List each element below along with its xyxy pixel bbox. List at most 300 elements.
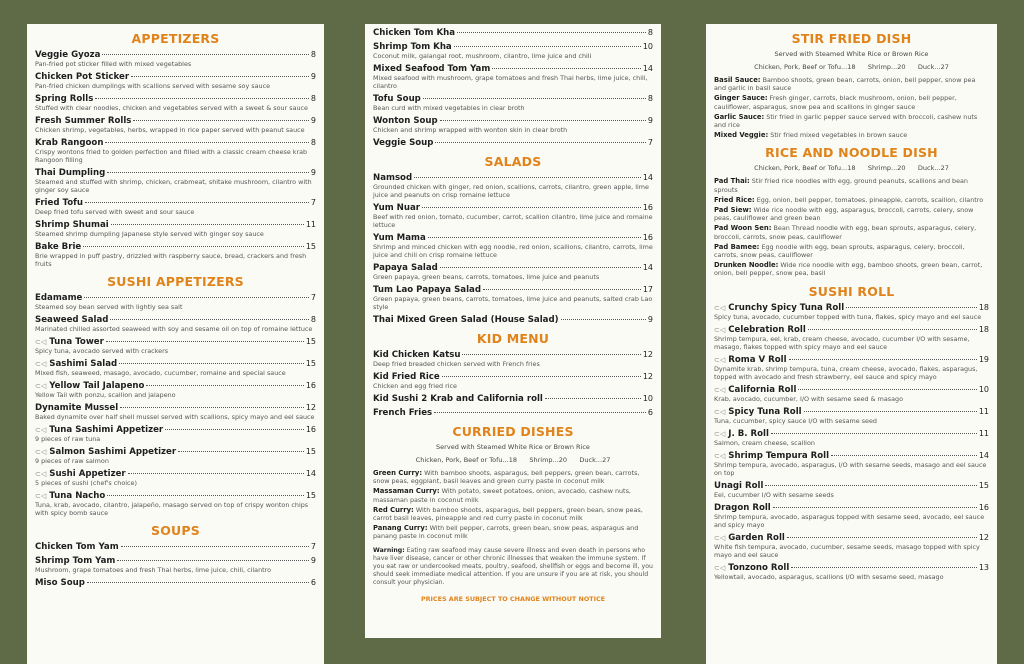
list-salads bbox=[373, 173, 653, 325]
menu-item bbox=[35, 425, 316, 443]
menu-item-price: 7 bbox=[310, 198, 316, 207]
list-soups bbox=[35, 542, 316, 588]
menu-item-name: Wonton Soup bbox=[373, 116, 438, 126]
menu-item-price: 9 bbox=[310, 168, 316, 177]
menu-item-description: Crispy wontons fried to golden perfection and filled with a classic cream cheese krab Rangoon filling bbox=[35, 148, 308, 164]
menu-item-description: Krab, avocado, cucumber, I/O with sesame seed & masago bbox=[714, 394, 903, 403]
menu-item-description: Tuna, cucumber, spicy sauce I/O with sesame seed bbox=[714, 416, 877, 425]
menu-item-name: Crunchy Spicy Tuna Roll bbox=[728, 302, 845, 313]
dot-leader bbox=[440, 120, 646, 121]
menu-item-price: 6 bbox=[310, 578, 316, 587]
dot-leader bbox=[84, 297, 309, 298]
dish-item bbox=[714, 224, 989, 240]
menu-item bbox=[35, 578, 316, 588]
menu-item-name: Yum Nuar bbox=[373, 203, 421, 213]
dot-leader bbox=[107, 495, 304, 496]
warning-label: Warning: bbox=[373, 546, 405, 554]
fish-icon: ⊂◁ bbox=[714, 355, 726, 364]
dot-leader bbox=[422, 207, 641, 208]
fish-icon: ⊂◁ bbox=[35, 448, 47, 456]
menu-item-price: 18 bbox=[978, 324, 989, 334]
menu-item bbox=[35, 403, 316, 421]
dish-description: Fresh ginger, carrots, black mushroom, onion, bell pepper, cauliflower, asparagus, snow pea and scallions in ginger sauce bbox=[714, 94, 957, 111]
dot-leader bbox=[789, 359, 977, 360]
dish-item bbox=[714, 243, 989, 259]
menu-item bbox=[373, 233, 653, 259]
dot-leader bbox=[414, 177, 641, 178]
menu-item bbox=[35, 220, 316, 238]
menu-item-description: 5 pieces of sushi (chef's choice) bbox=[35, 479, 137, 487]
dish-description: With potato, sweet potatoes, onion, avocado, cashew nuts, massaman paste in coconut milk bbox=[373, 487, 631, 504]
menu-item-name: Fresh Summer Rolls bbox=[35, 116, 132, 126]
rice-noodle-options: Chicken, Pork, Beef or Tofu...18 Shrimp...20 Duck...27 bbox=[754, 164, 949, 173]
menu-item-price: 15 bbox=[305, 337, 316, 346]
menu-panel-right bbox=[706, 24, 997, 664]
list-sushi-roll bbox=[714, 303, 989, 581]
menu-item-name: Miso Soup bbox=[35, 578, 85, 588]
dish-item bbox=[373, 469, 653, 485]
menu-item-name: Celebration Roll bbox=[728, 324, 806, 335]
menu-item bbox=[714, 481, 989, 499]
menu-item-description: Tuna, krab, avocado, cilantro, jalapeño, masago served on top of crispy wonton chips with spicy bomb sauce bbox=[35, 501, 309, 517]
menu-item-price: 16 bbox=[305, 425, 316, 434]
menu-item bbox=[373, 28, 653, 38]
dot-leader bbox=[428, 237, 641, 238]
menu-item-price: 15 bbox=[305, 359, 316, 368]
menu-item bbox=[35, 72, 316, 90]
menu-item bbox=[373, 315, 653, 325]
menu-item-price: 15 bbox=[305, 242, 316, 251]
menu-item-description: Baked dynamite over half shell mussel served with scallions, spicy mayo and eel sauce bbox=[35, 413, 315, 421]
dot-leader bbox=[120, 407, 304, 408]
dish-description: Stir fried mixed vegetables in brown sauce bbox=[770, 131, 908, 140]
menu-item-price: 10 bbox=[642, 42, 653, 51]
dot-leader bbox=[831, 455, 977, 456]
dot-leader bbox=[435, 142, 645, 143]
menu-item-price: 12 bbox=[642, 372, 653, 381]
fish-icon: ⊂◁ bbox=[714, 407, 726, 416]
menu-item-description: 9 pieces of raw tuna bbox=[35, 435, 101, 443]
menu-item-name: Tofu Soup bbox=[373, 94, 421, 104]
menu-item-name: Thai Mixed Green Salad (House Salad) bbox=[373, 315, 559, 325]
fish-icon: ⊂◁ bbox=[714, 563, 726, 572]
dot-leader bbox=[846, 307, 977, 308]
menu-item bbox=[373, 372, 653, 390]
dish-item bbox=[714, 76, 989, 92]
menu-item-price: 14 bbox=[642, 263, 653, 272]
menu-item-description: Green papaya, green beans, carrots, tomatoes, lime juice and peanuts, salted crab Lao style bbox=[373, 295, 653, 311]
dot-leader bbox=[798, 389, 976, 390]
dot-leader bbox=[434, 412, 646, 413]
dish-item bbox=[714, 261, 989, 277]
curried-options: Chicken, Pork, Beef or Tofu...18 Shrimp...20 Duck...27 bbox=[415, 456, 611, 464]
menu-item-price: 14 bbox=[978, 450, 989, 460]
dot-leader bbox=[561, 319, 646, 320]
menu-item-name: Shrimp Tempura Roll bbox=[728, 450, 830, 461]
menu-item-description: Pan-fried pot sticker filled with mixed vegetables bbox=[35, 60, 192, 68]
dish-description: Wide rice noodle with egg, asparagus, broccoli, carrots, celery, snow peas, cauliflower and green bean bbox=[714, 206, 974, 223]
fish-icon: ⊂◁ bbox=[35, 492, 47, 500]
dot-leader bbox=[121, 546, 309, 547]
section-title-stir-fried: STIR FRIED DISH bbox=[791, 31, 912, 46]
menu-item-name: Shrimp Tom Yam bbox=[35, 556, 116, 566]
menu-item bbox=[35, 94, 316, 112]
fish-icon: ⊂◁ bbox=[35, 338, 47, 346]
dish-name: Fried Rice: bbox=[714, 195, 755, 204]
menu-item-name: Namsod bbox=[373, 173, 413, 183]
menu-item-name: Spring Rolls bbox=[35, 94, 94, 104]
menu-item bbox=[35, 542, 316, 552]
list-kid-menu bbox=[373, 350, 653, 418]
list-soups-continued bbox=[373, 28, 653, 148]
menu-item bbox=[714, 451, 989, 477]
menu-item-name: J. B. Roll bbox=[728, 428, 769, 439]
dish-item bbox=[373, 487, 653, 503]
menu-item-name: Tonzono Roll bbox=[728, 562, 790, 573]
menu-item-price: 10 bbox=[642, 394, 653, 403]
menu-item-name: Chicken Tom Kha bbox=[373, 28, 456, 38]
menu-item-name: Shrimp Tom Kha bbox=[373, 42, 452, 52]
dot-leader bbox=[131, 76, 309, 77]
menu-item-price: 15 bbox=[305, 447, 316, 456]
dot-leader bbox=[133, 120, 308, 121]
menu-item-price: 10 bbox=[978, 384, 989, 394]
menu-item-price: 12 bbox=[642, 350, 653, 359]
menu-item bbox=[373, 408, 653, 418]
dish-description: With bamboo shoots, asparagus, bell peppers, green bean, snow peas, carrot basil leaves, pineapple and red curry paste in coconut milk bbox=[373, 505, 643, 523]
dot-leader bbox=[771, 433, 977, 434]
menu-item bbox=[714, 385, 989, 403]
menu-item-description: Shrimp tempura, avocado, asparagus topped with sesame seed, avocado, eel sauce and spicy mayo bbox=[714, 512, 985, 529]
menu-item-name: Kid Fried Rice bbox=[373, 372, 440, 382]
dot-leader bbox=[492, 68, 641, 69]
menu-item bbox=[35, 359, 316, 377]
section-title-sushi-roll: SUSHI ROLL bbox=[808, 283, 895, 299]
menu-item-price: 9 bbox=[647, 315, 653, 324]
menu-item-description: Yellowtail, avocado, asparagus, scallions I/O with sesame seed, masago bbox=[714, 572, 944, 581]
list-rice-noodle bbox=[714, 177, 989, 277]
menu-item-description: Salmon, cream cheese, scallion bbox=[714, 438, 815, 447]
curried-subtitle: Served with Steamed White Rice or Brown Rice bbox=[436, 443, 590, 451]
list-appetizers bbox=[35, 50, 316, 268]
dot-leader bbox=[457, 32, 646, 33]
menu-item-price: 9 bbox=[647, 116, 653, 125]
stir-fried-options: Chicken, Pork, Beef or Tofu...18 Shrimp...20 Duck...27 bbox=[754, 63, 949, 71]
menu-item-name: Kid Chicken Katsu bbox=[373, 350, 461, 360]
section-title-salads: SALADS bbox=[484, 154, 542, 169]
dish-name: Ginger Sauce: bbox=[714, 94, 768, 103]
menu-item bbox=[35, 337, 316, 355]
menu-item-price: 16 bbox=[642, 203, 653, 212]
menu-panel-left bbox=[27, 24, 324, 664]
dish-name: Pad Thai: bbox=[714, 177, 750, 186]
menu-item-name: California Roll bbox=[728, 384, 797, 395]
menu-item-price: 16 bbox=[978, 502, 989, 512]
menu-item-name: Dragon Roll bbox=[714, 502, 771, 513]
dish-description: Wide rice noodle with egg, bamboo shoots, green bean, carrot, onion, bell pepper, snow pea, basil bbox=[714, 261, 983, 278]
menu-item bbox=[35, 138, 316, 164]
menu-item-price: 17 bbox=[642, 285, 653, 294]
menu-item-name: Edamame bbox=[35, 293, 83, 303]
menu-item-description: Dynamite krab, shrimp tempura, tuna, cream cheese, avocado, flakes, asparagus, topped with avocado and fresh strawberry, eel sauce and spicy mayo bbox=[714, 364, 978, 381]
dish-name: Drunken Noodle: bbox=[714, 261, 779, 270]
menu-item-name: Spicy Tuna Roll bbox=[728, 406, 802, 417]
menu-item-description: Beef with red onion, tomato, cucumber, carrot, scallion cilantro, lime juice and romaine lettuce bbox=[373, 213, 653, 229]
menu-item-price: 8 bbox=[647, 28, 653, 37]
dish-item bbox=[714, 206, 989, 222]
menu-item bbox=[373, 173, 653, 199]
menu-item-price: 12 bbox=[978, 532, 989, 542]
menu-item-description: Deep fried tofu served with sweet and sour sauce bbox=[35, 208, 195, 216]
menu-item-description: Steamed soy bean served with lightly sea salt bbox=[35, 303, 183, 311]
dot-leader bbox=[808, 329, 977, 330]
menu-item-name: Salmon Sashimi Appetizer bbox=[49, 447, 177, 457]
menu-item bbox=[714, 407, 989, 425]
menu-item bbox=[35, 447, 316, 465]
menu-item-name: Kid Sushi 2 Krab and California roll bbox=[373, 394, 543, 404]
dot-leader bbox=[440, 267, 641, 268]
menu-item bbox=[714, 303, 989, 321]
menu-item-description: Spicy tuna, avocado served with crackers bbox=[35, 347, 169, 355]
dot-leader bbox=[773, 507, 977, 508]
dish-name: Basil Sauce: bbox=[714, 76, 761, 84]
fish-icon: ⊂◁ bbox=[714, 451, 726, 460]
dot-leader bbox=[178, 451, 304, 452]
menu-item-description: Eel, cucumber I/O with sesame seeds bbox=[714, 490, 834, 499]
menu-item-price: 19 bbox=[978, 354, 989, 364]
menu-item-name: Seaweed Salad bbox=[35, 315, 109, 325]
section-title-curried: CURRIED DISHES bbox=[452, 424, 574, 439]
menu-item bbox=[373, 116, 653, 134]
dish-description: Bamboo shoots, green bean, carrots, onion, bell pepper, snow pea and garlic in basil sauce bbox=[714, 76, 976, 93]
fish-icon: ⊂◁ bbox=[35, 382, 47, 390]
menu-item bbox=[35, 381, 316, 399]
dish-name: Pad Woon Sen: bbox=[714, 224, 772, 233]
menu-item bbox=[714, 429, 989, 447]
dish-item bbox=[714, 196, 989, 204]
menu-item bbox=[373, 285, 653, 311]
menu-item-price: 11 bbox=[305, 220, 316, 229]
menu-item-name: Chicken Pot Sticker bbox=[35, 72, 130, 82]
menu-item-name: French Fries bbox=[373, 408, 433, 418]
dot-leader bbox=[791, 567, 976, 568]
menu-item-price: 12 bbox=[305, 403, 316, 412]
menu-item bbox=[714, 563, 989, 581]
menu-item-price: 8 bbox=[310, 94, 316, 103]
dot-leader bbox=[423, 98, 646, 99]
menu-item-name: Tuna Tower bbox=[49, 337, 104, 347]
menu-item-price: 6 bbox=[647, 408, 653, 417]
menu-item-price: 8 bbox=[310, 315, 316, 324]
menu-item-name: Krab Rangoon bbox=[35, 138, 104, 148]
menu-item-description: Yellow Tail with ponzu, scallion and jalapeno bbox=[35, 391, 176, 399]
menu-item-price: 7 bbox=[310, 293, 316, 302]
menu-item-description: Shrimp tempura, eel, krab, cream cheese, avocado, cucumber I/O with sesame, masago, flakes topped with spicy mayo and eel sauce bbox=[714, 334, 970, 351]
menu-item-name: Dynamite Mussel bbox=[35, 403, 119, 413]
dish-item bbox=[373, 524, 653, 540]
menu-item bbox=[35, 168, 316, 194]
fish-icon: ⊂◁ bbox=[714, 429, 726, 438]
menu-item-description: Chicken and shrimp wrapped with wonton skin in clear broth bbox=[373, 126, 568, 134]
menu-item-description: Stuffed with clear noodles, chicken and vegetables served with a sweet & sour sauce bbox=[35, 104, 308, 112]
dish-description: With bamboo shoots, asparagus, bell peppers, green bean, carrots, snow peas, eggplant, basil leaves and green curry paste in coconut milk bbox=[373, 469, 640, 486]
menu-item-name: Tuna Sashimi Appetizer bbox=[49, 425, 164, 435]
price-notice: PRICES ARE SUBJECT TO CHANGE WITHOUT NOTICE bbox=[420, 594, 606, 603]
dot-leader bbox=[105, 142, 308, 143]
dot-leader bbox=[442, 376, 641, 377]
dish-name: Pad Bamee: bbox=[714, 242, 760, 251]
menu-item-price: 9 bbox=[310, 116, 316, 125]
dish-name: Red Curry: bbox=[373, 505, 414, 514]
dot-leader bbox=[462, 354, 640, 355]
menu-item bbox=[35, 50, 316, 68]
menu-item bbox=[373, 263, 653, 281]
section-title-soups: SOUPS bbox=[151, 523, 200, 538]
menu-item-name: Chicken Tom Yam bbox=[35, 542, 119, 552]
dot-leader bbox=[95, 98, 309, 99]
dot-leader bbox=[110, 319, 308, 320]
dish-name: Pad Siew: bbox=[714, 206, 752, 215]
menu-item-name: Tum Lao Papaya Salad bbox=[373, 285, 481, 295]
dot-leader bbox=[102, 54, 308, 55]
dot-leader bbox=[128, 473, 304, 474]
menu-item-price: 11 bbox=[978, 428, 989, 438]
dot-leader bbox=[117, 560, 309, 561]
dish-description: Stir fried rice noodles with egg, ground peanuts, scallions and bean sprouts bbox=[714, 177, 968, 194]
menu-item-description: Spicy tuna, avocado, cucumber topped with tuna, flakes, spicy mayo and eel sauce bbox=[714, 312, 982, 321]
menu-item bbox=[373, 203, 653, 229]
dot-leader bbox=[804, 411, 977, 412]
menu-item-name: Tuna Nacho bbox=[49, 491, 106, 501]
fish-icon: ⊂◁ bbox=[35, 470, 47, 478]
dish-description: Bean Thread noodle with egg, bean sprouts, asparagus, celery, broccoli, carrots, snow peas, cauliflower bbox=[714, 224, 977, 241]
menu-item-description: Shrimp tempura, avocado, asparagus, I/O with sesame seeds, masago and eel sauce on top bbox=[714, 460, 987, 477]
dot-leader bbox=[787, 537, 977, 538]
menu-item bbox=[35, 491, 316, 517]
menu-item bbox=[373, 64, 653, 90]
menu-item-name: Unagi Roll bbox=[714, 480, 764, 491]
menu-item-name: Sashimi Salad bbox=[49, 359, 118, 369]
fish-icon: ⊂◁ bbox=[714, 385, 726, 394]
menu-item-price: 7 bbox=[310, 542, 316, 551]
dish-description: Stir fried in garlic pepper sauce served with broccoli, cashew nuts and rice bbox=[714, 112, 978, 130]
dish-name: Mixed Veggie: bbox=[714, 131, 769, 140]
dot-leader bbox=[165, 429, 304, 430]
menu-item-description: 9 pieces of raw salmon bbox=[35, 457, 109, 465]
menu-item bbox=[35, 556, 316, 574]
menu-item bbox=[714, 503, 989, 529]
menu-item bbox=[35, 293, 316, 311]
section-title-appetizers: APPETIZERS bbox=[131, 31, 220, 46]
dot-leader bbox=[85, 202, 309, 203]
menu-item-description: Shrimp and minced chicken with egg noodle, red onion, scallions, cilantro, carrots, lime juice and chili on crisp romaine lettuce bbox=[373, 243, 653, 259]
fish-icon: ⊂◁ bbox=[35, 360, 47, 368]
menu-item-price: 14 bbox=[642, 64, 653, 73]
menu-item-description: Chicken shrimp, vegetables, herbs, wrapped in rice paper served with peanut sauce bbox=[35, 126, 305, 134]
menu-item bbox=[373, 138, 653, 148]
menu-item-description: Mushroom, grape tomatoes and fresh Thai herbs, lime juice, chili, cilantro bbox=[35, 566, 272, 574]
dot-leader bbox=[87, 582, 309, 583]
menu-item-price: 16 bbox=[305, 381, 316, 390]
dish-description: Egg, onion, bell pepper, tomatoes, pineapple, carrots, scallion, cilantro bbox=[756, 195, 984, 204]
menu-item-price: 13 bbox=[978, 562, 989, 572]
section-title-kid-menu: KID MENU bbox=[476, 331, 550, 346]
menu-item bbox=[35, 315, 316, 333]
menu-item-price: 18 bbox=[978, 302, 989, 312]
section-title-rice-noodle: RICE AND NOODLE DISH bbox=[765, 145, 938, 161]
menu-item-description: Pan-fried chicken dumplings with scallions served with sesame soy sauce bbox=[35, 82, 271, 90]
menu-item-name: Veggie Soup bbox=[373, 138, 434, 148]
dot-leader bbox=[545, 398, 641, 399]
menu-item-price: 8 bbox=[310, 138, 316, 147]
menu-item bbox=[35, 198, 316, 216]
menu-item-description: Brie wrapped in puff pastry, drizzled with raspberry sauce, bread, crackers and fresh fruits bbox=[35, 252, 307, 268]
menu-item bbox=[373, 350, 653, 368]
menu-item-price: 15 bbox=[978, 480, 989, 490]
dish-description: Egg noodle with egg, bean sprouts, asparagus, celery, broccoli, carrots, snow peas, cauliflower bbox=[714, 242, 965, 260]
menu-item-name: Shrimp Shumai bbox=[35, 220, 109, 230]
menu-item-price: 8 bbox=[310, 50, 316, 59]
dish-name: Garlic Sauce: bbox=[714, 112, 765, 121]
dish-item bbox=[373, 506, 653, 522]
menu-item-price: 9 bbox=[310, 72, 316, 81]
fish-icon: ⊂◁ bbox=[35, 426, 47, 434]
menu-item-name: Garden Roll bbox=[728, 532, 785, 543]
list-curried bbox=[373, 469, 653, 541]
menu-item-name: Thai Dumpling bbox=[35, 168, 106, 178]
menu-item bbox=[373, 42, 653, 60]
warning-text bbox=[373, 547, 653, 587]
menu-item-description: Green papaya, green beans, carrots, tomatoes, lime juice and peanuts bbox=[373, 273, 600, 281]
menu-item-price: 14 bbox=[305, 469, 316, 478]
menu-item-price: 8 bbox=[647, 94, 653, 103]
dot-leader bbox=[111, 224, 304, 225]
dot-leader bbox=[765, 485, 976, 486]
menu-item bbox=[714, 533, 989, 559]
menu-item bbox=[714, 355, 989, 381]
menu-item-price: 11 bbox=[978, 406, 989, 416]
menu-item-description: Bean curd with mixed vegetables in clear broth bbox=[373, 104, 525, 112]
dish-item bbox=[714, 113, 989, 129]
dot-leader bbox=[107, 172, 309, 173]
menu-item-name: Mixed Seafood Tom Yam bbox=[373, 64, 491, 74]
menu-item bbox=[35, 116, 316, 134]
dish-name: Green Curry: bbox=[373, 469, 423, 477]
fish-icon: ⊂◁ bbox=[714, 325, 726, 334]
menu-item-name: Yum Mama bbox=[373, 233, 426, 243]
menu-item-description: Chicken and egg fried rice bbox=[373, 382, 457, 390]
menu-item bbox=[373, 394, 653, 404]
dot-leader bbox=[119, 363, 304, 364]
dish-name: Massaman Curry: bbox=[373, 487, 440, 496]
menu-item-name: Veggie Gyoza bbox=[35, 50, 101, 60]
dot-leader bbox=[454, 46, 641, 47]
menu-item-description: Coconut milk, galangal root, mushroom, cilantro, lime juice and chili bbox=[373, 52, 592, 60]
menu-item-description: Mixed fish, seaweed, masago, avocado, cucumber, romaine and special sauce bbox=[35, 369, 286, 377]
menu-item-name: Bake Brie bbox=[35, 242, 82, 252]
dot-leader bbox=[83, 246, 304, 247]
menu-item-description: Steamed and stuffed with shrimp, chicken, crabmeat, shitake mushroom, cilantro with ginger soy sauce bbox=[35, 178, 312, 194]
list-sushi-appetizers bbox=[35, 293, 316, 517]
menu-item-price: 9 bbox=[310, 556, 316, 565]
menu-item bbox=[35, 469, 316, 487]
menu-panel-center bbox=[365, 24, 661, 638]
menu-item-price: 7 bbox=[647, 138, 653, 147]
dish-name: Panang Curry: bbox=[373, 524, 428, 533]
dot-leader bbox=[106, 341, 304, 342]
menu-item-name: Roma V Roll bbox=[728, 354, 787, 365]
dish-item bbox=[714, 177, 989, 193]
